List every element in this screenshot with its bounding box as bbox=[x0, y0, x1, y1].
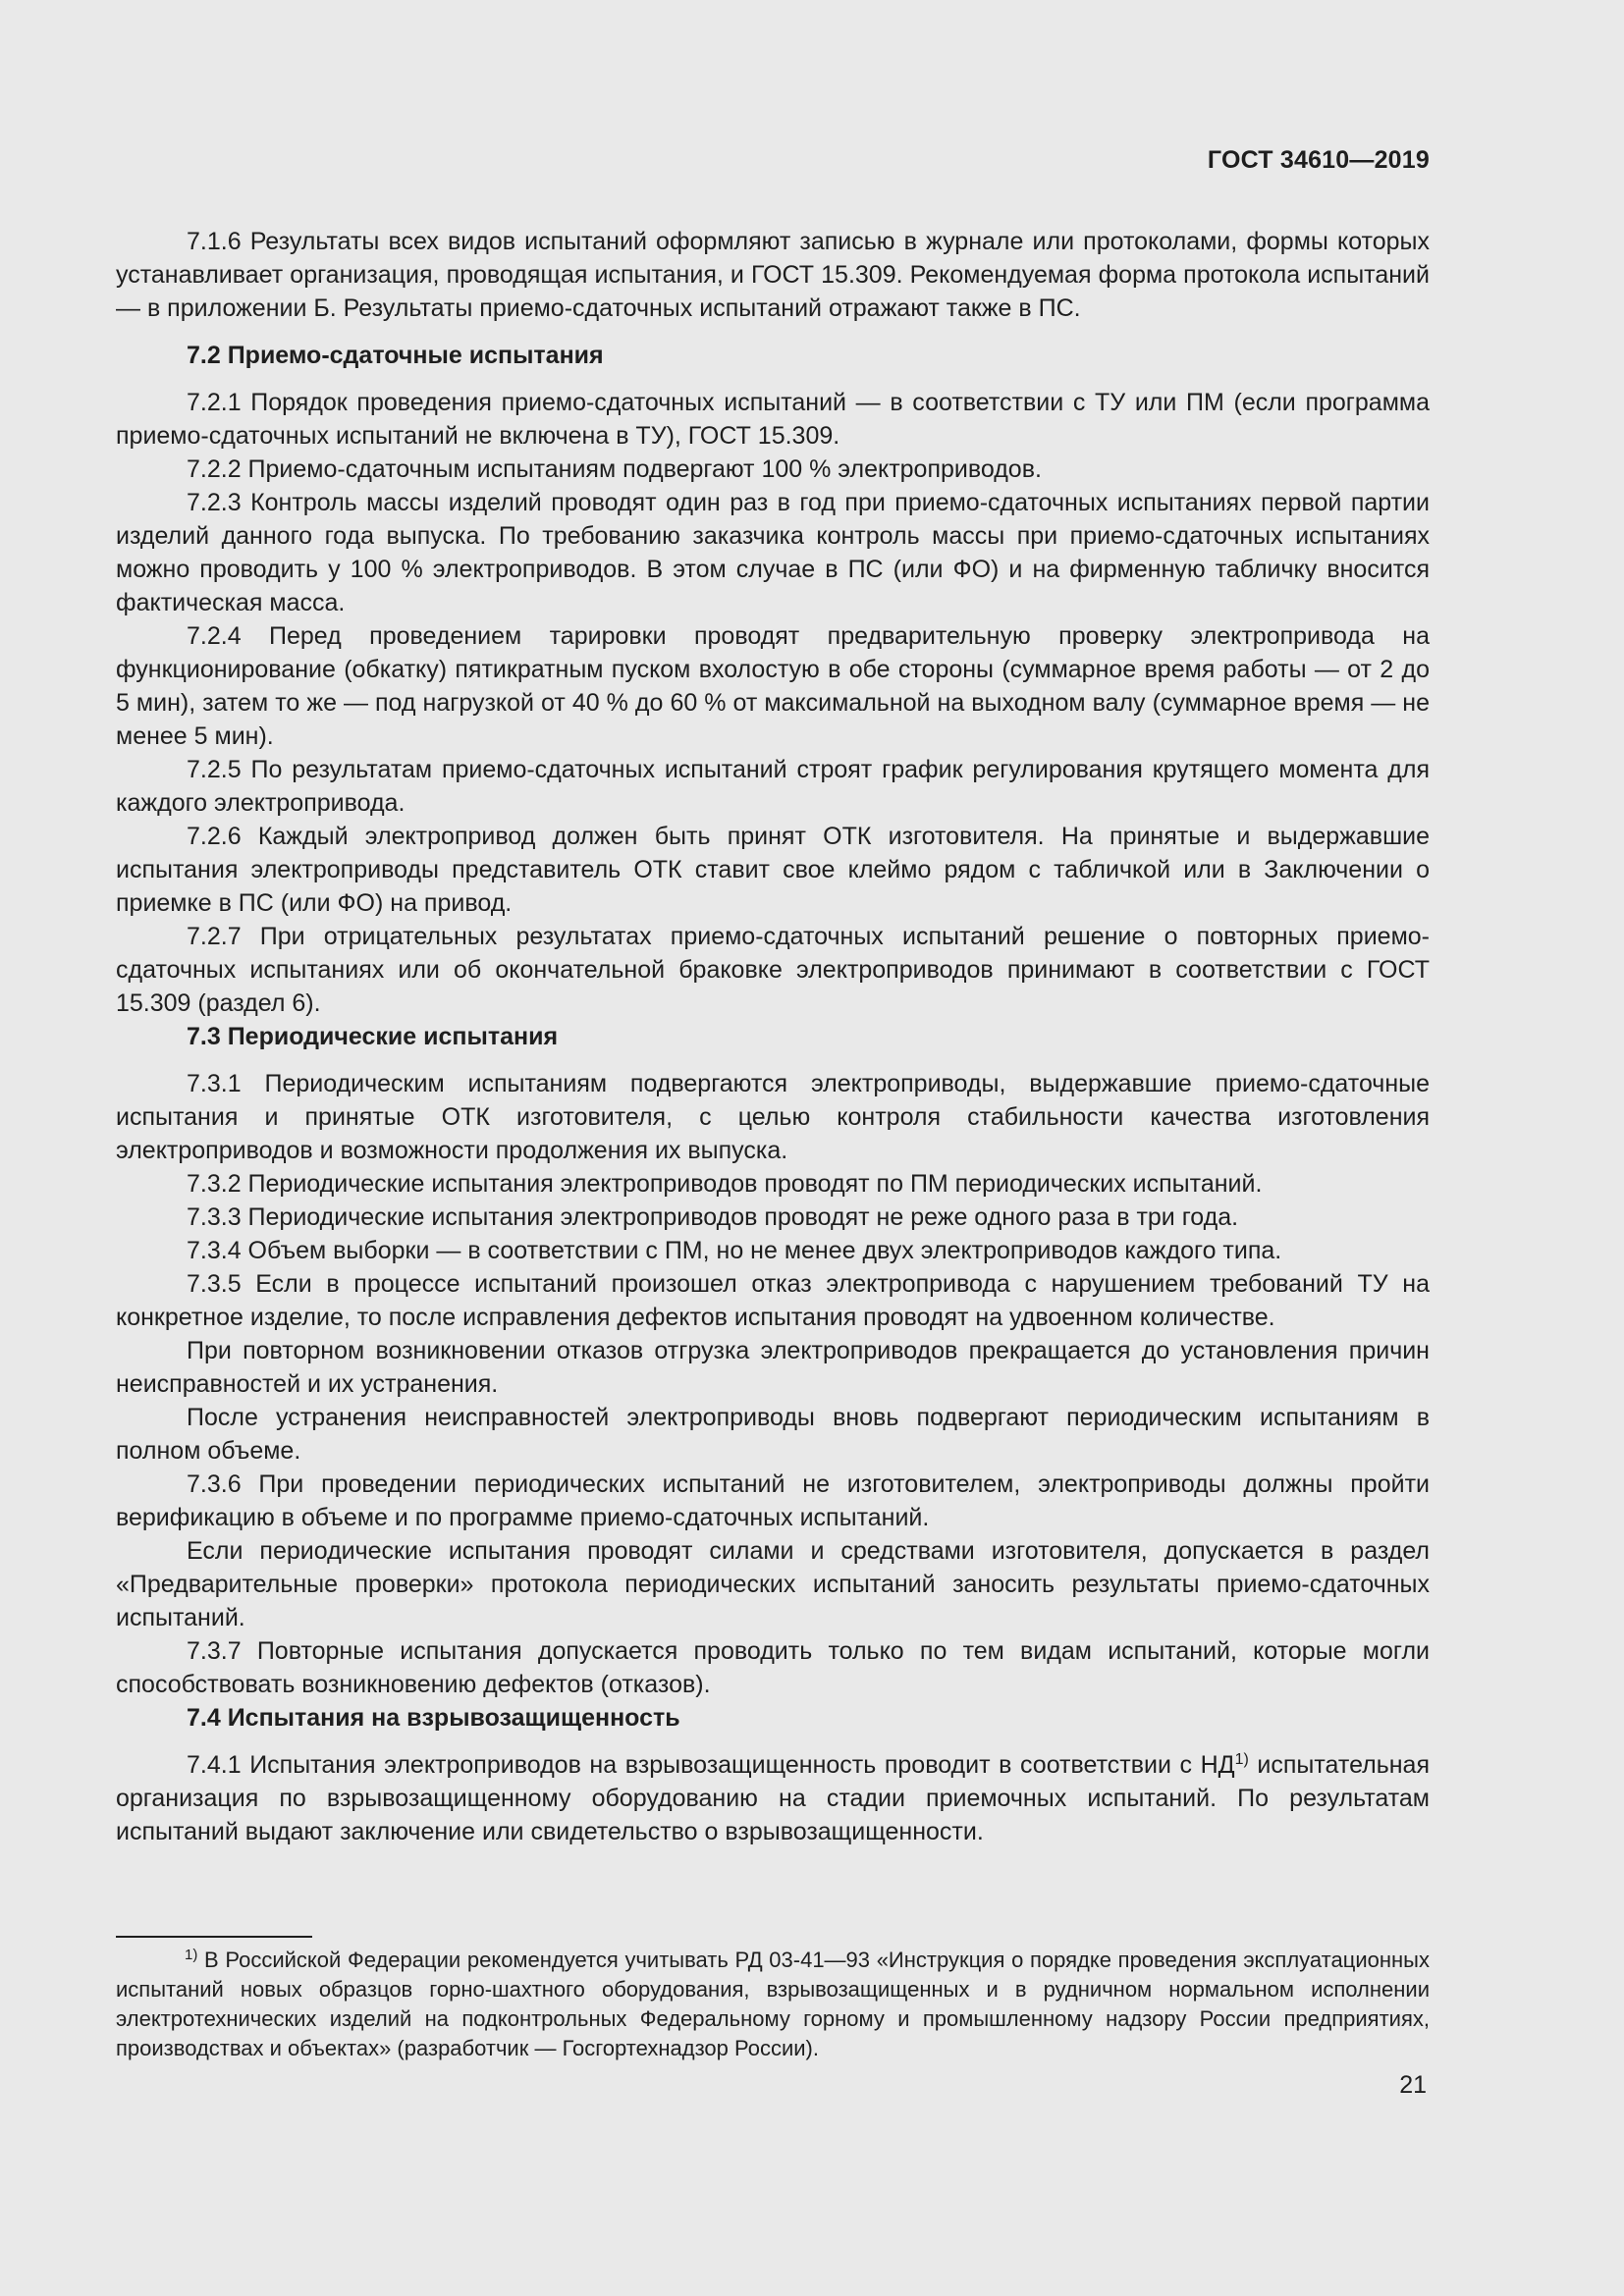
section-heading-7-2: 7.2 Приемо-сдаточные испытания bbox=[187, 342, 604, 369]
paragraph-7-3-5-repeat-failures: При повторном возникновении отказов отгрузка электроприводов прекращается до установления причин неисправностей и их устранения. bbox=[116, 1337, 1430, 1398]
paragraph-7-4-1-text-start: 7.4.1 Испытания электроприводов на взрывозащищенность проводит в соответствии с НД bbox=[187, 1751, 1235, 1779]
section-heading-7-4: 7.4 Испытания на взрывозащищенность bbox=[187, 1704, 680, 1732]
paragraph-7-3-7: 7.3.7 Повторные испытания допускается проводить только по тем видам испытаний, которые могли способствовать возникновению дефектов (отказов). bbox=[116, 1637, 1430, 1698]
paragraph-7-3-6-manufacturer: Если периодические испытания проводят силами и средствами изготовителя, допускается в раздел «Предварительные проверки» протокола периодических испытаний заносить результаты приемо-сдаточных испытаний. bbox=[116, 1537, 1430, 1631]
paragraph-7-2-2: 7.2.2 Приемо-сдаточным испытаниям подвергают 100 % электроприводов. bbox=[187, 455, 1042, 483]
paragraph-7-3-6: 7.3.6 При проведении периодических испытаний не изготовителем, электроприводы должны пройти верификацию в объеме и по программе приемо-сдаточных испытаний. bbox=[116, 1470, 1430, 1531]
paragraph-7-4-1-text-end: испытательная организация по взрывозащищенному оборудованию на стадии приемочных испытаний. По результатам испытаний выдают заключение или свидетельство о взрывозащищенности. bbox=[116, 1751, 1430, 1845]
footnote-separator bbox=[116, 1936, 312, 1938]
paragraph-7-3-5: 7.3.5 Если в процессе испытаний произошел отказ электропривода с нарушением требований ТУ на конкретное изделие, то после исправления дефектов испытания проводят на удвоенном количестве. bbox=[116, 1270, 1430, 1331]
paragraph-7-2-7: 7.2.7 При отрицательных результатах приемо-сдаточных испытаний решение о повторных приемо-сдаточных испытаниях или об окончательной браковке электроприводов принимают в соответствии с ГОСТ 15.309 (раздел 6). bbox=[116, 923, 1430, 1017]
footnote bbox=[116, 1946, 1430, 2063]
footnote-marker: 1) bbox=[185, 1947, 198, 1963]
page-number: 21 bbox=[1399, 2071, 1427, 2099]
section-heading-7-3: 7.3 Периодические испытания bbox=[187, 1023, 559, 1050]
page-content bbox=[116, 225, 1430, 1848]
footnote-text bbox=[116, 1946, 1430, 2063]
document-header: ГОСТ 34610—2019 bbox=[1207, 146, 1430, 174]
paragraph-7-3-5-after-repair: После устранения неисправностей электроприводы вновь подвергают периодическим испытаниям в полном объеме. bbox=[116, 1404, 1430, 1465]
paragraph-7-3-1: 7.3.1 Периодическим испытаниям подвергаются электроприводы, выдержавшие приемо-сдаточные испытания и принятые ОТК изготовителя, с целью контроля стабильности качества изготовления электроприводов и возможности продолжения их выпуска. bbox=[116, 1070, 1430, 1164]
paragraph-7-2-5: 7.2.5 По результатам приемо-сдаточных испытаний строят график регулирования крутящего момента для каждого электропривода. bbox=[116, 756, 1430, 817]
paragraph-7-3-3: 7.3.3 Периодические испытания электроприводов проводят не реже одного раза в три года. bbox=[187, 1203, 1239, 1231]
paragraph-7-3-2: 7.3.2 Периодические испытания электроприводов проводят по ПМ периодических испытаний. bbox=[187, 1170, 1263, 1198]
paragraph-7-2-4: 7.2.4 Перед проведением тарировки проводят предварительную проверку электропривода на функционирование (обкатку) пятикратным пуском вхолостую в обе стороны (суммарное время работы — от 2 до 5 мин), затем то же — под нагрузкой от 40 % до 60 % от максимальной на выходном валу (суммарное время — не менее 5 мин). bbox=[116, 622, 1430, 750]
paragraph-7-4-1 bbox=[116, 1748, 1430, 1848]
paragraph-7-1-6: 7.1.6 Результаты всех видов испытаний оформляют записью в журнале или протоколами, формы которых устанавливает организация, проводящая испытания, и ГОСТ 15.309. Рекомендуемая форма протокола испытаний — в приложении Б. Результаты приемо-сдаточных испытаний отражают также в ПС. bbox=[116, 228, 1430, 322]
paragraph-7-3-4: 7.3.4 Объем выборки — в соответствии с ПМ, но не менее двух электроприводов каждого типа. bbox=[187, 1237, 1282, 1264]
footnote-reference: 1) bbox=[1234, 1751, 1249, 1768]
paragraph-7-2-3: 7.2.3 Контроль массы изделий проводят один раз в год при приемо-сдаточных испытаниях первой партии изделий данного года выпуска. По требованию заказчика контроль массы при приемо-сдаточных испытаниях можно проводить у 100 % электроприводов. В этом случае в ПС (или ФО) и на фирменную табличку вносится фактическая масса. bbox=[116, 489, 1430, 616]
footnote-body: В Российской Федерации рекомендуется учитывать РД 03-41—93 «Инструкция о порядке проведения эксплуатационных испытаний новых образцов горно-шахтного оборудования, взрывозащищенных и в рудничном нормальном исполнении электротехнических изделий на подконтрольных Федеральному горному и промышленному надзору России предприятиях, производствах и объектах» (разработчик — Госгортехнадзор России). bbox=[116, 1948, 1430, 2060]
paragraph-7-2-6: 7.2.6 Каждый электропривод должен быть принят ОТК изготовителя. На принятые и выдержавшие испытания электроприводы представитель ОТК ставит свое клеймо рядом с табличкой или в Заключении о приемке в ПС (или ФО) на привод. bbox=[116, 823, 1430, 917]
paragraph-7-2-1: 7.2.1 Порядок проведения приемо-сдаточных испытаний — в соответствии с ТУ или ПМ (если программа приемо-сдаточных испытаний не включена в ТУ), ГОСТ 15.309. bbox=[116, 389, 1430, 450]
